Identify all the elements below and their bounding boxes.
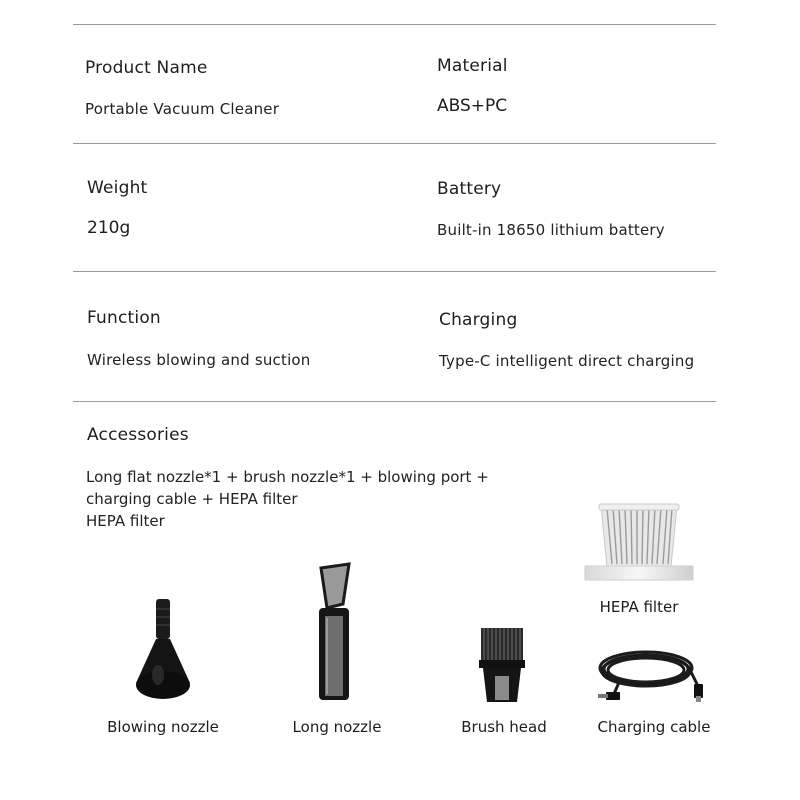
weight-label: Weight (87, 178, 148, 198)
blowing-nozzle-icon (128, 595, 198, 705)
charging-value: Type-C intelligent direct charging (439, 352, 695, 370)
function-value: Wireless blowing and suction (87, 351, 311, 369)
charging-cable-caption: Charging cable (597, 718, 711, 736)
blowing-nozzle-caption: Blowing nozzle (107, 718, 219, 736)
accessories-line: HEPA filter (86, 512, 165, 530)
product-name-label: Product Name (85, 58, 208, 78)
divider-3 (73, 401, 716, 402)
long-nozzle-caption: Long nozzle (292, 718, 382, 736)
brush-head-icon (473, 622, 533, 707)
battery-value: Built-in 18650 lithium battery (437, 221, 665, 239)
hepa-filter-icon (579, 500, 699, 590)
material-label: Material (437, 56, 508, 76)
accessories-line: charging cable + HEPA filter (86, 490, 298, 508)
divider-top (73, 24, 716, 25)
function-label: Function (87, 308, 161, 328)
charging-label: Charging (439, 310, 518, 330)
hepa-filter-caption: HEPA filter (599, 598, 679, 616)
brush-head-caption: Brush head (461, 718, 547, 736)
product-name-value: Portable Vacuum Cleaner (85, 100, 280, 118)
accessories-label: Accessories (87, 425, 189, 445)
material-value: ABS+PC (437, 96, 508, 116)
weight-value: 210g (87, 218, 131, 238)
battery-label: Battery (437, 179, 502, 199)
charging-cable-icon (592, 636, 722, 706)
accessories-description (86, 466, 646, 532)
divider-1 (73, 143, 716, 144)
long-nozzle-icon (303, 560, 363, 705)
divider-2 (73, 271, 716, 272)
accessories-line: Long flat nozzle*1 + brush nozzle*1 + blowing port + (86, 468, 489, 486)
